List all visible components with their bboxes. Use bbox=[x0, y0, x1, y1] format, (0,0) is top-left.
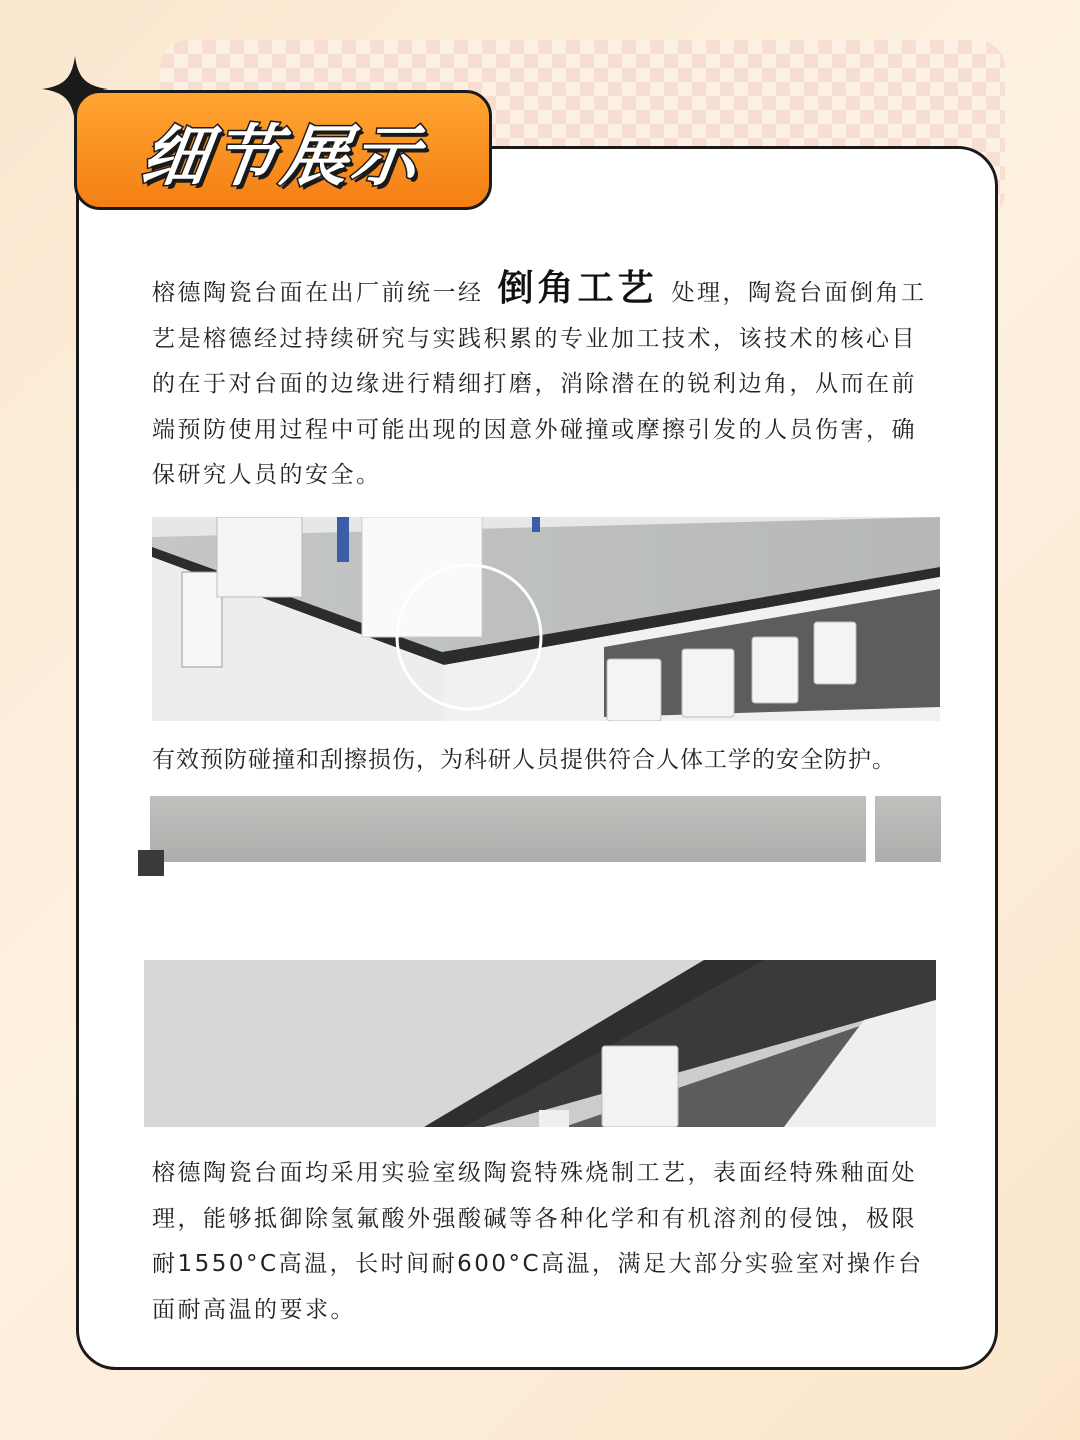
countertop-strip bbox=[150, 796, 866, 862]
sparkle-icon bbox=[42, 56, 108, 122]
page-title: 细节展示 bbox=[136, 117, 428, 195]
chamfer-edge-photo bbox=[152, 517, 940, 721]
chamfer-caption: 有效预防碰撞和刮擦损伤，为科研人员提供符合人体工学的安全防护。 bbox=[152, 747, 896, 773]
countertop-strip-small bbox=[875, 796, 941, 862]
intro-text-after: 处理，陶瓷台面倒角工艺是榕德经过持续研究与实践积累的专业加工技术，该技术的核心目的在于对台面的边缘进行精细打磨，消除潜在的锐利边角，从而在前端预防使用过程中可能出现的因意外碰撞或摩擦引发的人员伤害，确保研究人员的安全。 bbox=[152, 280, 927, 488]
dark-square-decoration bbox=[138, 850, 164, 876]
material-description: 榕德陶瓷台面均采用实验室级陶瓷特殊烧制工艺，表面经特殊釉面处理，能够抵御除氢氟酸外强酸碱等各种化学和有机溶剂的侵蚀，极限耐1550°C高温，长时间耐600°C高温，满足大部分实验室对操作台面耐高温的要求。 bbox=[152, 1160, 924, 1323]
title-badge bbox=[74, 90, 492, 210]
intro-paragraph bbox=[152, 266, 942, 499]
countertop-socket-photo bbox=[144, 960, 936, 1127]
intro-highlight: 倒角工艺 bbox=[497, 268, 658, 309]
intro-text-before: 榕德陶瓷台面在出厂前统一经 bbox=[152, 280, 484, 306]
